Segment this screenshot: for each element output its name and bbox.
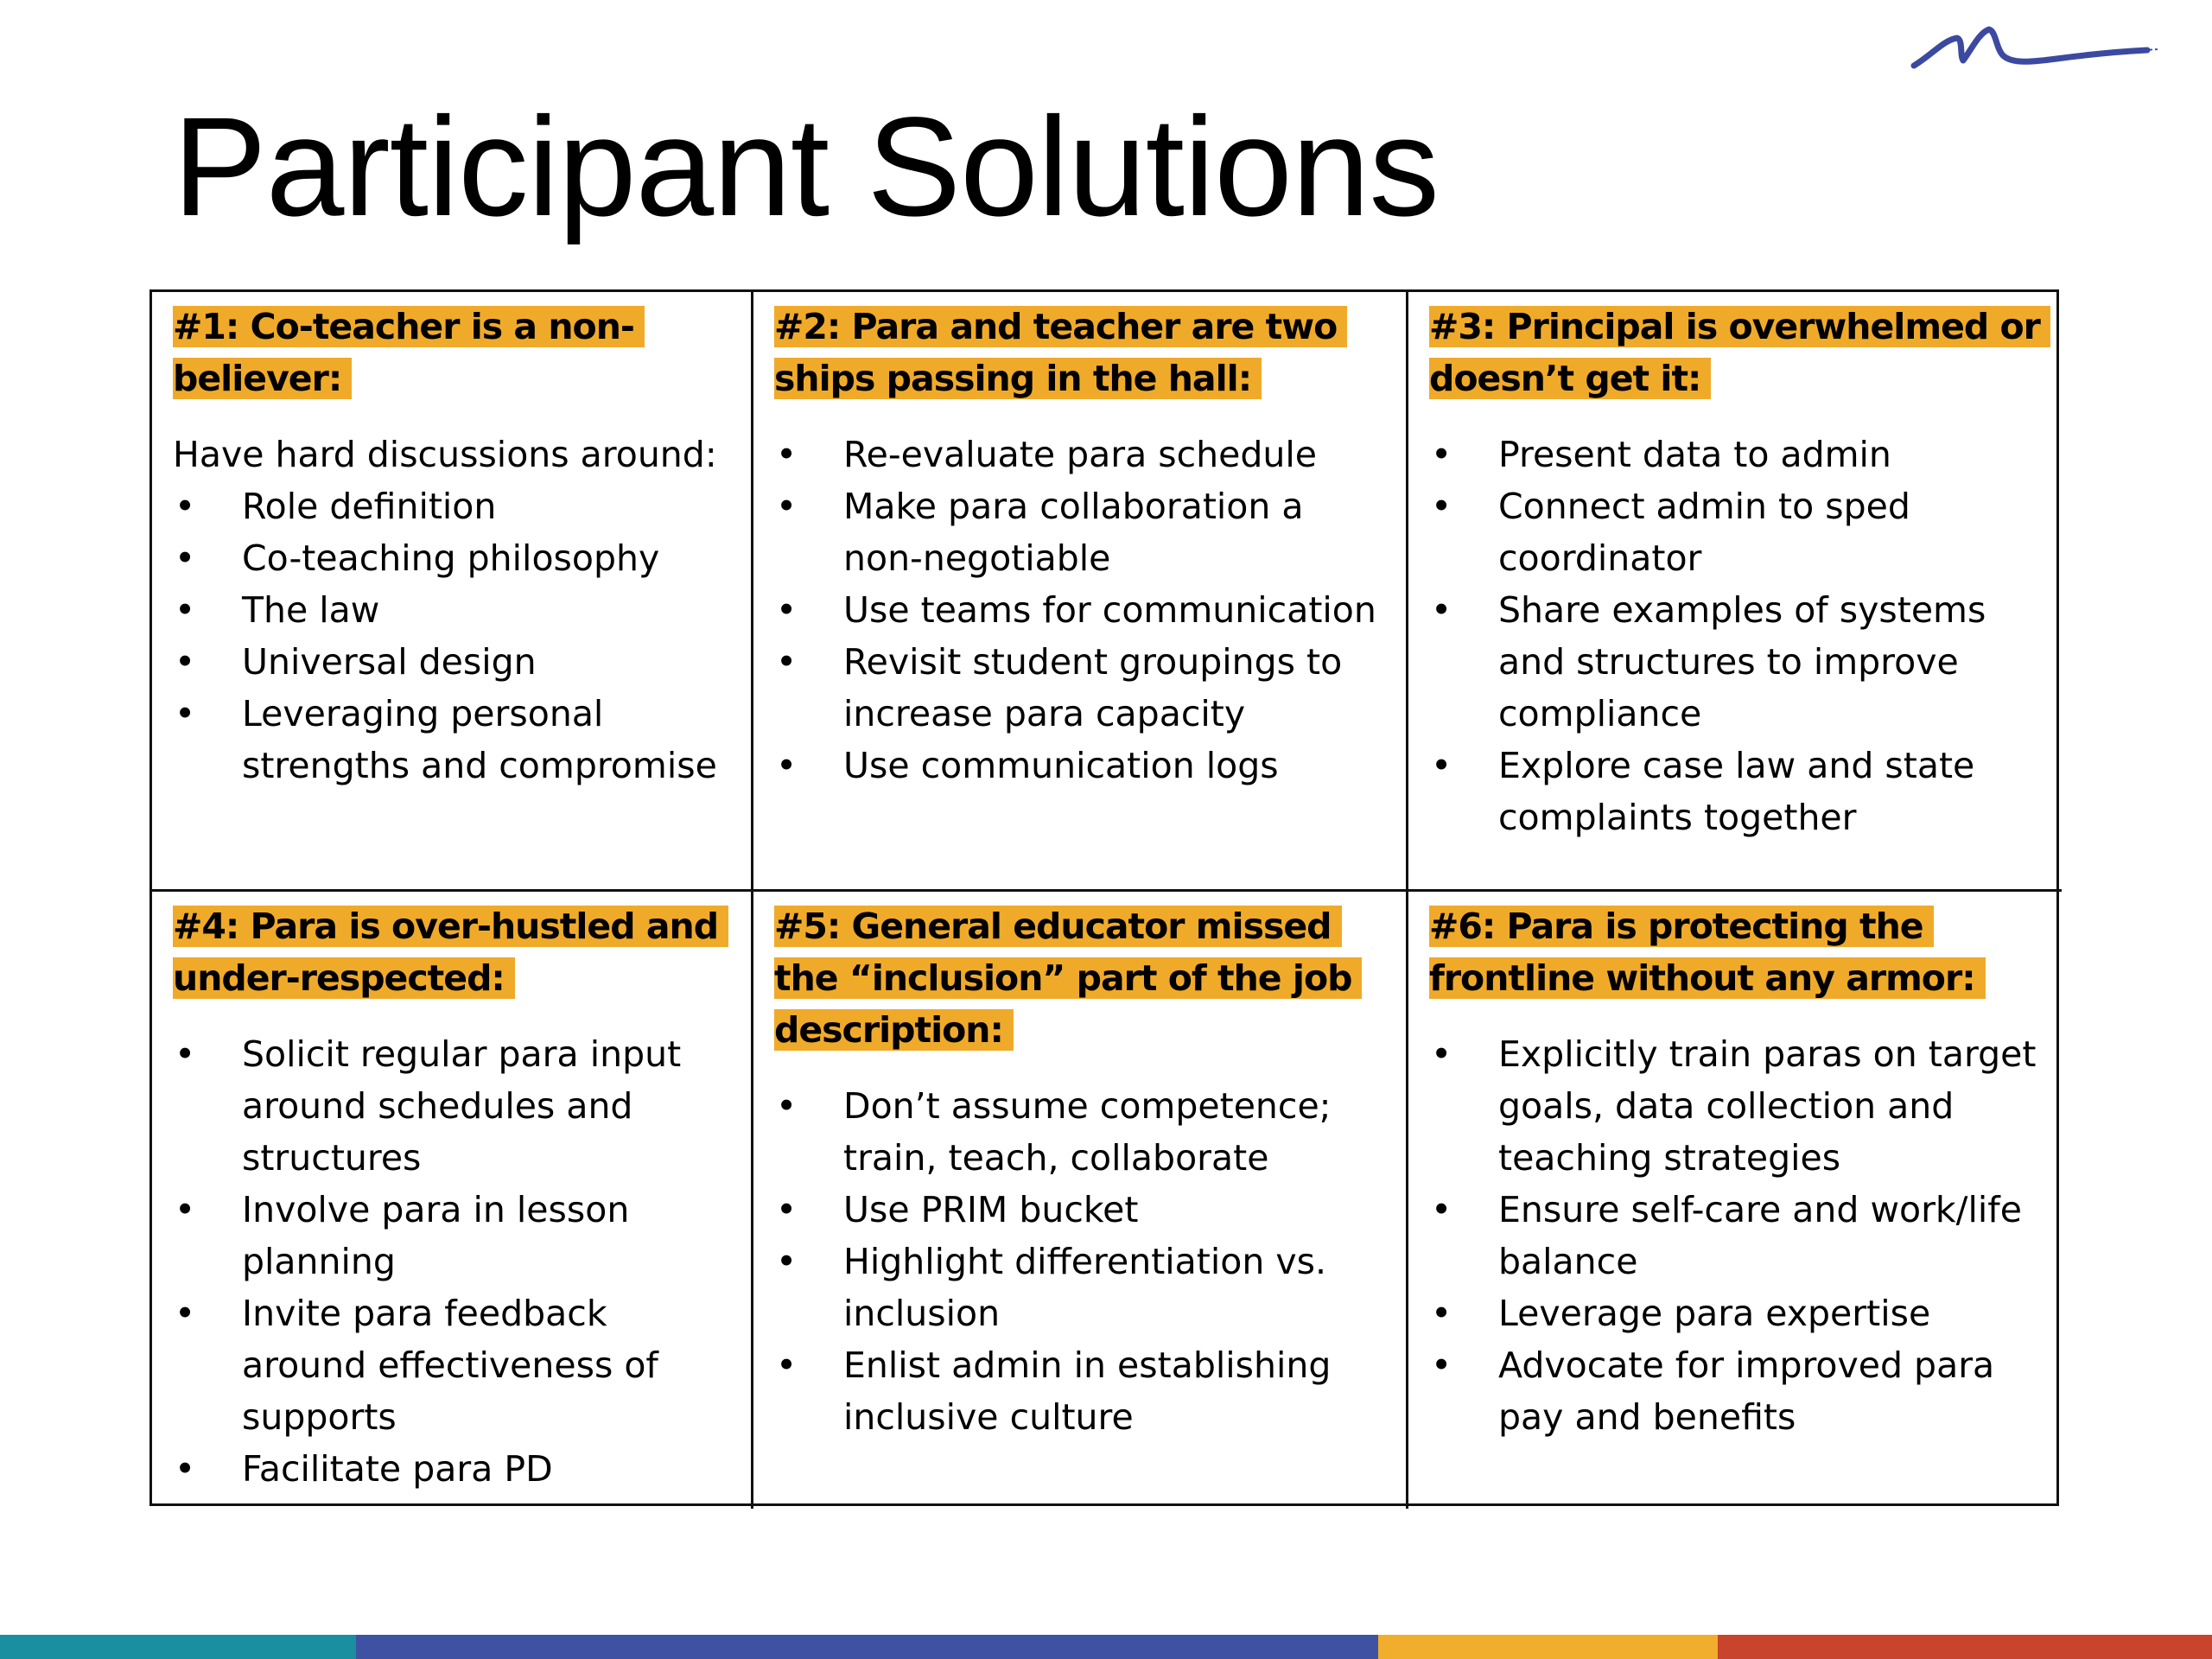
- cell-heading: #3: Principal is overwhelmed or doesn’t get it:: [1429, 306, 2050, 399]
- bullet-list: [173, 1028, 735, 1495]
- footer-segment-teal: [0, 1635, 356, 1659]
- solution-cell-2: [751, 292, 1406, 889]
- footer-segment-blue: [356, 1635, 1378, 1659]
- bullet-list: [1429, 1028, 2046, 1443]
- list-item: • Solicit regular para input around schedules and structures: [173, 1028, 735, 1184]
- solution-cell-3: [1406, 292, 2062, 889]
- cell-intro: Have hard discussions around:: [173, 434, 717, 475]
- list-item: • Enlist admin in establishing inclusive culture: [774, 1339, 1390, 1443]
- footer-segment-red: [1718, 1635, 2212, 1659]
- footer-segment-gold: [1378, 1635, 1718, 1659]
- list-item: • Invite para feedback around effectiveness of supports: [173, 1287, 735, 1443]
- list-item: • Involve para in lesson planning: [173, 1184, 735, 1287]
- list-item: • Don’t assume competence; train, teach, collaborate: [774, 1080, 1390, 1184]
- footer-color-bar: [0, 1635, 2212, 1659]
- list-item: • Leverage para expertise: [1429, 1287, 2046, 1339]
- cell-heading: #4: Para is over-hustled and under-respected:: [173, 906, 728, 999]
- list-item: • Explore case law and state complaints together: [1429, 740, 2046, 843]
- list-item: • Connect admin to sped coordinator: [1429, 480, 2046, 584]
- list-item: • Co-teaching philosophy: [173, 532, 735, 584]
- list-item: • The law: [173, 584, 735, 636]
- list-item: • Explicitly train paras on target goals, data collection and teaching strategies: [1429, 1028, 2046, 1184]
- cell-heading: #5: General educator missed the “inclusion” part of the job description:: [774, 906, 1362, 1051]
- list-item: • Leveraging personal strengths and compromise: [173, 688, 735, 791]
- list-item: • Re-evaluate para schedule: [774, 429, 1390, 480]
- solution-cell-5: [751, 889, 1406, 1509]
- solution-cell-4: [152, 889, 751, 1509]
- list-item: • Present data to admin: [1429, 429, 2046, 480]
- solutions-table: [149, 289, 2059, 1506]
- list-item: • Revisit student groupings to increase para capacity: [774, 636, 1390, 740]
- list-item: • Ensure self-care and work/life balance: [1429, 1184, 2046, 1287]
- page-title: Participant Solutions: [173, 87, 1439, 245]
- cell-heading: #1: Co-teacher is a non-believer:: [173, 306, 645, 399]
- list-item: • Role definition: [173, 480, 735, 532]
- list-item: • Use teams for communication: [774, 584, 1390, 636]
- solution-cell-6: [1406, 889, 2062, 1509]
- bullet-list: [774, 1080, 1390, 1443]
- list-item: • Highlight differentiation vs. inclusion: [774, 1236, 1390, 1339]
- bullet-list: [1429, 429, 2046, 843]
- cell-heading: #6: Para is protecting the frontline without any armor:: [1429, 906, 1986, 999]
- mountain-logo-icon: [1910, 21, 2160, 81]
- cell-heading: #2: Para and teacher are two ships passing in the hall:: [774, 306, 1347, 399]
- list-item: • Share examples of systems and structures to improve compliance: [1429, 584, 2046, 740]
- list-item: • Use communication logs: [774, 740, 1390, 791]
- solution-cell-1: [152, 292, 751, 889]
- bullet-list: [173, 480, 735, 791]
- list-item: • Make para collaboration a non-negotiable: [774, 480, 1390, 584]
- list-item: • Use PRIM bucket: [774, 1184, 1390, 1236]
- list-item: • Facilitate para PD: [173, 1443, 735, 1495]
- bullet-list: [774, 429, 1390, 791]
- list-item: • Universal design: [173, 636, 735, 688]
- list-item: • Advocate for improved para pay and benefits: [1429, 1339, 2046, 1443]
